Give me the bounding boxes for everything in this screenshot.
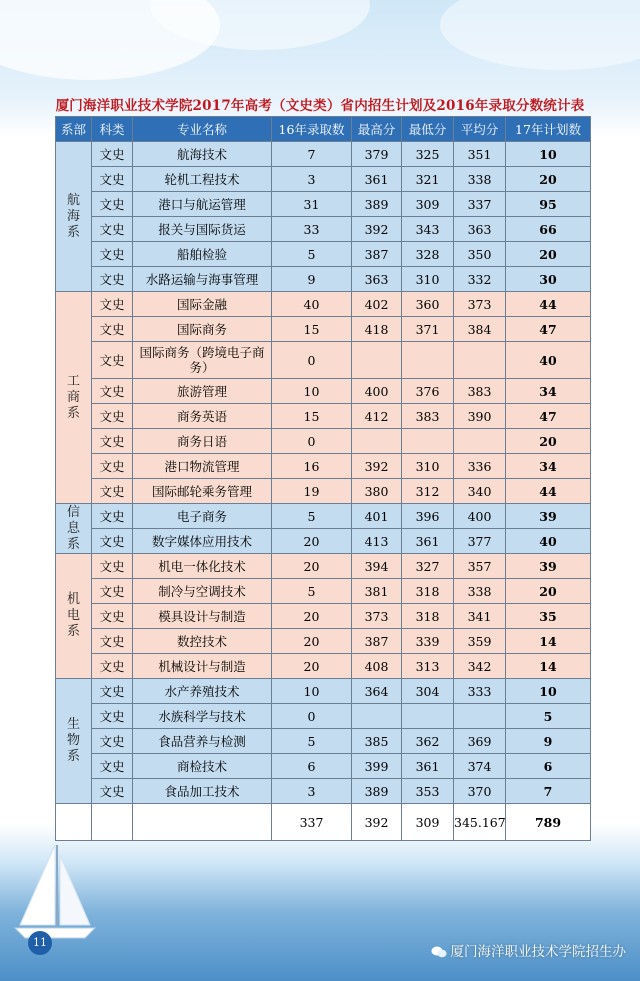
department-cell — [56, 292, 92, 504]
admitted-2016-cell: 33 — [272, 217, 352, 242]
footer-source — [431, 940, 627, 960]
department-char: 系 — [66, 749, 80, 764]
department-char: 系 — [66, 405, 80, 421]
category-cell: 文史 — [92, 479, 133, 504]
category-cell: 文史 — [92, 779, 133, 804]
plan-2017-cell: 95 — [506, 192, 591, 217]
avg-score-cell: 383 — [454, 379, 506, 404]
min-score-cell: 360 — [402, 292, 454, 317]
min-score-cell: 361 — [402, 754, 454, 779]
major-cell: 国际金融 — [133, 292, 272, 317]
max-score-cell: 363 — [352, 267, 402, 292]
admitted-2016-cell: 3 — [272, 167, 352, 192]
avg-score-cell: 341 — [454, 604, 506, 629]
category-cell: 文史 — [92, 342, 133, 379]
max-score-cell: 392 — [352, 217, 402, 242]
department-char: 航 — [66, 192, 80, 208]
total-min-cell: 309 — [402, 804, 454, 841]
table-row — [56, 317, 591, 342]
table-row — [56, 579, 591, 604]
max-score-cell: 413 — [352, 529, 402, 554]
department-char: 工 — [66, 373, 80, 389]
total-avg-cell: 345.167 — [454, 804, 506, 841]
major-cell: 数控技术 — [133, 629, 272, 654]
admitted-2016-cell: 20 — [272, 529, 352, 554]
column-header: 专业名称 — [133, 117, 272, 142]
page-title: 厦门海洋职业技术学院2017年高考（文史类）省内招生计划及2016年录取分数统计表 — [55, 98, 585, 114]
major-cell: 机械设计与制造 — [133, 654, 272, 679]
table-row — [56, 629, 591, 654]
admitted-2016-cell: 10 — [272, 379, 352, 404]
category-cell: 文史 — [92, 729, 133, 754]
table-row — [56, 167, 591, 192]
plan-2017-cell: 40 — [506, 342, 591, 379]
min-score-cell: 328 — [402, 242, 454, 267]
min-score-cell — [402, 342, 454, 379]
min-score-cell: 310 — [402, 454, 454, 479]
table-row — [56, 679, 591, 704]
plan-2017-cell: 14 — [506, 629, 591, 654]
plan-2017-cell: 47 — [506, 317, 591, 342]
admitted-2016-cell: 16 — [272, 454, 352, 479]
avg-score-cell — [454, 429, 506, 454]
admitted-2016-cell: 20 — [272, 604, 352, 629]
table-row — [56, 604, 591, 629]
max-score-cell: 399 — [352, 754, 402, 779]
min-score-cell: 321 — [402, 167, 454, 192]
category-cell: 文史 — [92, 167, 133, 192]
max-score-cell: 389 — [352, 779, 402, 804]
category-cell: 文史 — [92, 754, 133, 779]
column-header: 17年计划数 — [506, 117, 591, 142]
column-header: 科类 — [92, 117, 133, 142]
column-header: 16年录取数 — [272, 117, 352, 142]
major-cell: 报关与国际货运 — [133, 217, 272, 242]
major-cell: 轮机工程技术 — [133, 167, 272, 192]
plan-2017-cell: 6 — [506, 754, 591, 779]
plan-2017-cell: 30 — [506, 267, 591, 292]
admitted-2016-cell: 15 — [272, 404, 352, 429]
max-score-cell: 394 — [352, 554, 402, 579]
avg-score-cell: 332 — [454, 267, 506, 292]
totals-row — [56, 804, 591, 841]
major-cell: 旅游管理 — [133, 379, 272, 404]
max-score-cell: 418 — [352, 317, 402, 342]
page-number: 11 — [28, 931, 52, 955]
avg-score-cell: 350 — [454, 242, 506, 267]
major-cell: 制冷与空调技术 — [133, 579, 272, 604]
major-cell: 水路运输与海事管理 — [133, 267, 272, 292]
admitted-2016-cell: 31 — [272, 192, 352, 217]
category-cell: 文史 — [92, 654, 133, 679]
admitted-2016-cell: 5 — [272, 242, 352, 267]
admitted-2016-cell: 5 — [272, 579, 352, 604]
avg-score-cell — [454, 704, 506, 729]
avg-score-cell: 333 — [454, 679, 506, 704]
category-cell: 文史 — [92, 429, 133, 454]
avg-score-cell: 384 — [454, 317, 506, 342]
sailboat-illustration — [0, 840, 110, 950]
plan-2017-cell: 10 — [506, 142, 591, 167]
admitted-2016-cell: 7 — [272, 142, 352, 167]
admitted-2016-cell: 10 — [272, 679, 352, 704]
max-score-cell: 379 — [352, 142, 402, 167]
plan-2017-cell: 5 — [506, 704, 591, 729]
table-row — [56, 779, 591, 804]
department-char: 信 — [66, 504, 80, 520]
plan-2017-cell: 20 — [506, 579, 591, 604]
major-cell: 船舶检验 — [133, 242, 272, 267]
admitted-2016-cell: 20 — [272, 654, 352, 679]
table-row — [56, 654, 591, 679]
plan-2017-cell: 20 — [506, 429, 591, 454]
avg-score-cell: 336 — [454, 454, 506, 479]
min-score-cell: 396 — [402, 504, 454, 529]
avg-score-cell: 337 — [454, 192, 506, 217]
major-cell: 电子商务 — [133, 504, 272, 529]
empty-cell — [92, 804, 133, 841]
plan-2017-cell: 47 — [506, 404, 591, 429]
department-char: 商 — [66, 389, 80, 405]
table-row — [56, 729, 591, 754]
table-header — [56, 117, 591, 142]
major-cell: 港口与航运管理 — [133, 192, 272, 217]
max-score-cell — [352, 704, 402, 729]
major-cell: 水族科学与技术 — [133, 704, 272, 729]
avg-score-cell: 338 — [454, 167, 506, 192]
department-char: 海 — [66, 208, 80, 224]
total-plan-cell: 789 — [506, 804, 591, 841]
major-cell: 食品加工技术 — [133, 779, 272, 804]
major-cell: 国际邮轮乘务管理 — [133, 479, 272, 504]
table-row — [56, 404, 591, 429]
plan-2017-cell: 14 — [506, 654, 591, 679]
category-cell: 文史 — [92, 317, 133, 342]
table-row — [56, 142, 591, 167]
avg-score-cell: 363 — [454, 217, 506, 242]
min-score-cell: 310 — [402, 267, 454, 292]
plan-2017-cell: 44 — [506, 479, 591, 504]
max-score-cell: 400 — [352, 379, 402, 404]
plan-2017-cell: 7 — [506, 779, 591, 804]
department-char: 机 — [66, 592, 80, 607]
avg-score-cell: 373 — [454, 292, 506, 317]
category-cell: 文史 — [92, 267, 133, 292]
admitted-2016-cell: 0 — [272, 342, 352, 379]
max-score-cell: 387 — [352, 629, 402, 654]
admitted-2016-cell: 19 — [272, 479, 352, 504]
plan-2017-cell: 39 — [506, 554, 591, 579]
avg-score-cell: 342 — [454, 654, 506, 679]
max-score-cell: 373 — [352, 604, 402, 629]
avg-score-cell: 390 — [454, 404, 506, 429]
avg-score-cell: 351 — [454, 142, 506, 167]
major-cell: 商务英语 — [133, 404, 272, 429]
department-char: 生 — [66, 717, 80, 732]
admitted-2016-cell: 20 — [272, 554, 352, 579]
total-max-cell: 392 — [352, 804, 402, 841]
major-cell: 数字媒体应用技术 — [133, 529, 272, 554]
table-row — [56, 454, 591, 479]
major-cell: 商务日语 — [133, 429, 272, 454]
avg-score-cell: 340 — [454, 479, 506, 504]
max-score-cell: 402 — [352, 292, 402, 317]
avg-score-cell: 370 — [454, 779, 506, 804]
major-cell: 水产养殖技术 — [133, 679, 272, 704]
min-score-cell: 312 — [402, 479, 454, 504]
table-row — [56, 217, 591, 242]
major-cell: 航海技术 — [133, 142, 272, 167]
max-score-cell: 387 — [352, 242, 402, 267]
plan-2017-cell: 34 — [506, 454, 591, 479]
category-cell: 文史 — [92, 604, 133, 629]
column-header: 最低分 — [402, 117, 454, 142]
department-char: 息 — [66, 520, 80, 536]
table-row — [56, 379, 591, 404]
department-char: 物 — [66, 733, 80, 748]
max-score-cell: 364 — [352, 679, 402, 704]
table-row — [56, 292, 591, 317]
max-score-cell: 392 — [352, 454, 402, 479]
avg-score-cell: 374 — [454, 754, 506, 779]
plan-2017-cell: 20 — [506, 167, 591, 192]
min-score-cell: 304 — [402, 679, 454, 704]
table-row — [56, 192, 591, 217]
category-cell: 文史 — [92, 704, 133, 729]
table-row — [56, 429, 591, 454]
min-score-cell — [402, 429, 454, 454]
category-cell: 文史 — [92, 579, 133, 604]
min-score-cell: 327 — [402, 554, 454, 579]
major-cell: 模具设计与制造 — [133, 604, 272, 629]
department-char: 系 — [66, 536, 80, 552]
category-cell: 文史 — [92, 504, 133, 529]
plan-2017-cell: 39 — [506, 504, 591, 529]
min-score-cell: 343 — [402, 217, 454, 242]
major-cell: 国际商务 — [133, 317, 272, 342]
max-score-cell: 381 — [352, 579, 402, 604]
min-score-cell: 313 — [402, 654, 454, 679]
avg-score-cell — [454, 342, 506, 379]
total-admitted-cell: 337 — [272, 804, 352, 841]
min-score-cell — [402, 704, 454, 729]
footer-text: 厦门海洋职业技术学院招生办 — [450, 944, 626, 960]
plan-2017-cell: 20 — [506, 242, 591, 267]
min-score-cell: 353 — [402, 779, 454, 804]
category-cell: 文史 — [92, 529, 133, 554]
category-cell: 文史 — [92, 629, 133, 654]
max-score-cell: 408 — [352, 654, 402, 679]
plan-2017-cell: 44 — [506, 292, 591, 317]
admitted-2016-cell: 0 — [272, 704, 352, 729]
major-cell: 食品营养与检测 — [133, 729, 272, 754]
table-row — [56, 242, 591, 267]
table-row — [56, 554, 591, 579]
min-score-cell: 339 — [402, 629, 454, 654]
table-row — [56, 267, 591, 292]
max-score-cell: 361 — [352, 167, 402, 192]
admitted-2016-cell: 5 — [272, 504, 352, 529]
major-cell: 港口物流管理 — [133, 454, 272, 479]
max-score-cell: 401 — [352, 504, 402, 529]
min-score-cell: 318 — [402, 604, 454, 629]
avg-score-cell: 400 — [454, 504, 506, 529]
max-score-cell — [352, 342, 402, 379]
min-score-cell: 318 — [402, 579, 454, 604]
plan-2017-cell: 9 — [506, 729, 591, 754]
min-score-cell: 376 — [402, 379, 454, 404]
table-row — [56, 479, 591, 504]
table-row — [56, 529, 591, 554]
plan-2017-cell: 40 — [506, 529, 591, 554]
column-header: 系部 — [56, 117, 92, 142]
department-cell — [56, 504, 92, 554]
table-row — [56, 704, 591, 729]
empty-cell — [56, 804, 92, 841]
admitted-2016-cell: 6 — [272, 754, 352, 779]
min-score-cell: 325 — [402, 142, 454, 167]
table-row — [56, 754, 591, 779]
major-cell: 商检技术 — [133, 754, 272, 779]
admitted-2016-cell: 9 — [272, 267, 352, 292]
plan-2017-cell: 66 — [506, 217, 591, 242]
admitted-2016-cell: 20 — [272, 629, 352, 654]
admitted-2016-cell: 5 — [272, 729, 352, 754]
category-cell: 文史 — [92, 454, 133, 479]
column-header: 最高分 — [352, 117, 402, 142]
min-score-cell: 383 — [402, 404, 454, 429]
min-score-cell: 371 — [402, 317, 454, 342]
max-score-cell: 380 — [352, 479, 402, 504]
department-char: 系 — [66, 224, 80, 240]
department-cell — [56, 142, 92, 292]
max-score-cell — [352, 429, 402, 454]
min-score-cell: 362 — [402, 729, 454, 754]
plan-2017-cell: 34 — [506, 379, 591, 404]
plan-2017-cell: 35 — [506, 604, 591, 629]
category-cell: 文史 — [92, 292, 133, 317]
table-row — [56, 504, 591, 529]
table-row — [56, 342, 591, 379]
department-cell — [56, 554, 92, 679]
category-cell: 文史 — [92, 242, 133, 267]
max-score-cell: 412 — [352, 404, 402, 429]
category-cell: 文史 — [92, 379, 133, 404]
category-cell: 文史 — [92, 554, 133, 579]
avg-score-cell: 357 — [454, 554, 506, 579]
admission-table — [55, 116, 591, 841]
admitted-2016-cell: 40 — [272, 292, 352, 317]
avg-score-cell: 338 — [454, 579, 506, 604]
department-cell — [56, 679, 92, 804]
plan-2017-cell: 10 — [506, 679, 591, 704]
admitted-2016-cell: 3 — [272, 779, 352, 804]
min-score-cell: 361 — [402, 529, 454, 554]
category-cell: 文史 — [92, 679, 133, 704]
table-body — [56, 142, 591, 841]
major-cell: 机电一体化技术 — [133, 554, 272, 579]
avg-score-cell: 369 — [454, 729, 506, 754]
department-char: 电 — [66, 608, 80, 623]
column-header: 平均分 — [454, 117, 506, 142]
max-score-cell: 385 — [352, 729, 402, 754]
admitted-2016-cell: 15 — [272, 317, 352, 342]
empty-cell — [133, 804, 272, 841]
category-cell: 文史 — [92, 404, 133, 429]
admitted-2016-cell: 0 — [272, 429, 352, 454]
avg-score-cell: 377 — [454, 529, 506, 554]
max-score-cell: 389 — [352, 192, 402, 217]
category-cell: 文史 — [92, 217, 133, 242]
min-score-cell: 309 — [402, 192, 454, 217]
category-cell: 文史 — [92, 142, 133, 167]
avg-score-cell: 359 — [454, 629, 506, 654]
major-cell: 国际商务（跨境电子商务） — [133, 342, 272, 379]
wechat-icon — [431, 946, 447, 958]
department-char: 系 — [66, 624, 80, 639]
category-cell: 文史 — [92, 192, 133, 217]
